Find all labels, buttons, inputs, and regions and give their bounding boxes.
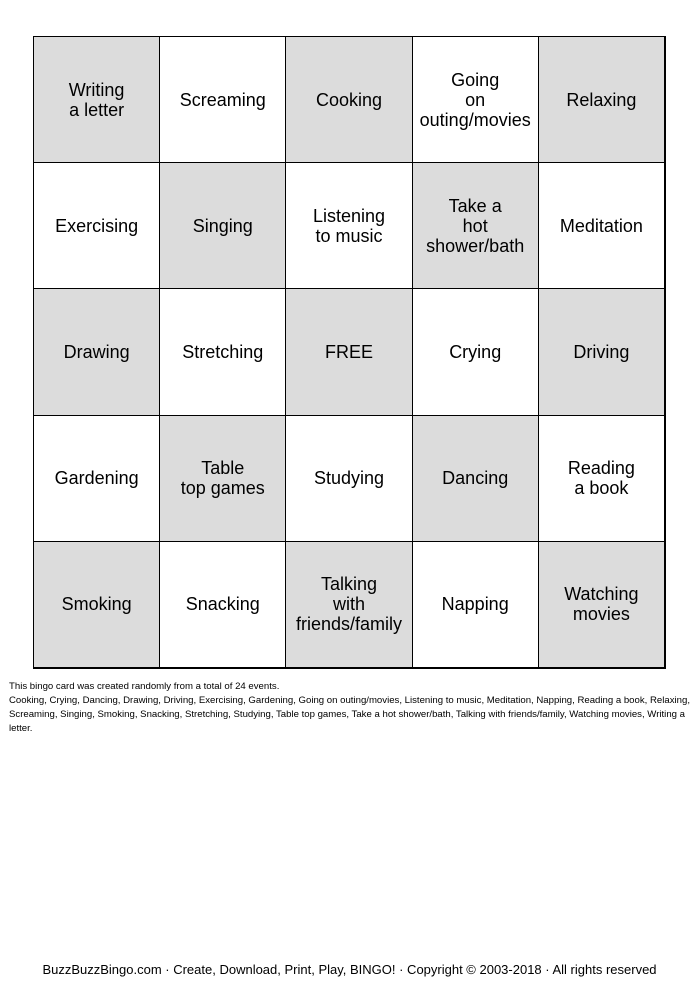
cell-text-line: Crying	[449, 341, 502, 362]
bingo-cell	[159, 541, 286, 668]
cell-text-line: Stretching	[182, 341, 264, 362]
bingo-cell	[159, 288, 286, 415]
cell-text-line: Going	[451, 69, 500, 90]
bingo-cell	[412, 36, 539, 163]
cell-text-line: Studying	[313, 468, 385, 489]
cell-text-line: on	[465, 89, 486, 110]
cell-text-line: Listening	[312, 205, 386, 226]
bingo-cell	[285, 36, 412, 163]
free-cell	[285, 288, 412, 415]
cell-text-line: Cooking	[315, 89, 383, 110]
cell-text-line: Screaming	[179, 89, 266, 110]
cell-text-line: a letter	[69, 99, 125, 120]
bingo-cell	[285, 162, 412, 289]
bingo-cell	[412, 415, 539, 542]
bingo-cell	[33, 415, 160, 542]
bingo-cell	[538, 36, 665, 163]
bingo-grid	[33, 36, 666, 669]
cell-text-line: shower/bath	[426, 235, 525, 256]
cell-text-line: Drawing	[63, 341, 130, 362]
cell-text-line: hot	[462, 215, 488, 236]
bingo-cell	[538, 541, 665, 668]
notes-summary: This bingo card was created randomly from a total of 24 events.	[9, 681, 280, 692]
bingo-cell	[159, 162, 286, 289]
bingo-cell	[159, 36, 286, 163]
cell-text-line: Table	[201, 458, 245, 479]
cell-text-line: Gardening	[54, 468, 139, 489]
cell-text-line: FREE	[324, 341, 373, 362]
cell-text-line: Exercising	[55, 215, 139, 236]
cell-text-line: Reading	[567, 458, 635, 479]
bingo-cell	[538, 415, 665, 542]
bingo-cell	[412, 541, 539, 668]
bingo-cell	[538, 162, 665, 289]
cell-text-line: a book	[574, 478, 629, 499]
cell-text-line: Smoking	[61, 594, 132, 615]
cell-text-line: friends/family	[295, 614, 402, 635]
footer: BuzzBuzzBingo.com · Create, Download, Print, Play, BINGO! · Copyright © 2003-2018 · All rights reserved	[42, 962, 657, 977]
bingo-cell	[33, 162, 160, 289]
bingo-cell	[33, 288, 160, 415]
cell-text-line: Relaxing	[566, 89, 637, 110]
cell-text-line: Dancing	[442, 468, 509, 489]
notes-event-list: Cooking, Crying, Dancing, Drawing, Driving, Exercising, Gardening, Going on outing/movies, Listening to music, Meditation, Napping, Reading a book, Relaxing, Screaming, Singing, Smoking, Snacking, Stretching, Studying, Table top games, Take a hot shower/bath, Talking with friends/family, Watching movies, Writing a letter.	[9, 695, 690, 734]
cell-text-line: Watching	[564, 584, 639, 605]
cell-text-line: Singing	[192, 215, 253, 236]
cell-text-line: Napping	[441, 594, 509, 615]
cell-text-line: outing/movies	[419, 109, 531, 130]
cell-text-line: Take a	[448, 195, 502, 216]
bingo-cell	[285, 541, 412, 668]
bingo-cell	[412, 288, 539, 415]
cell-text-line: top games	[180, 478, 265, 499]
cell-text-line: movies	[572, 604, 630, 625]
cell-text-line: Writing	[68, 79, 125, 100]
bingo-cell	[33, 541, 160, 668]
cell-text-line: Meditation	[559, 215, 643, 236]
cell-text-line: Snacking	[185, 594, 260, 615]
bingo-cell	[285, 415, 412, 542]
bingo-cell	[33, 36, 160, 163]
card-notes	[9, 680, 694, 736]
cell-text-line: with	[332, 594, 365, 615]
bingo-cell	[412, 162, 539, 289]
bingo-cell	[538, 288, 665, 415]
cell-text-line: to music	[315, 225, 383, 246]
bingo-cell	[159, 415, 286, 542]
cell-text-line: Talking	[320, 574, 377, 595]
cell-text-line: Driving	[573, 341, 630, 362]
